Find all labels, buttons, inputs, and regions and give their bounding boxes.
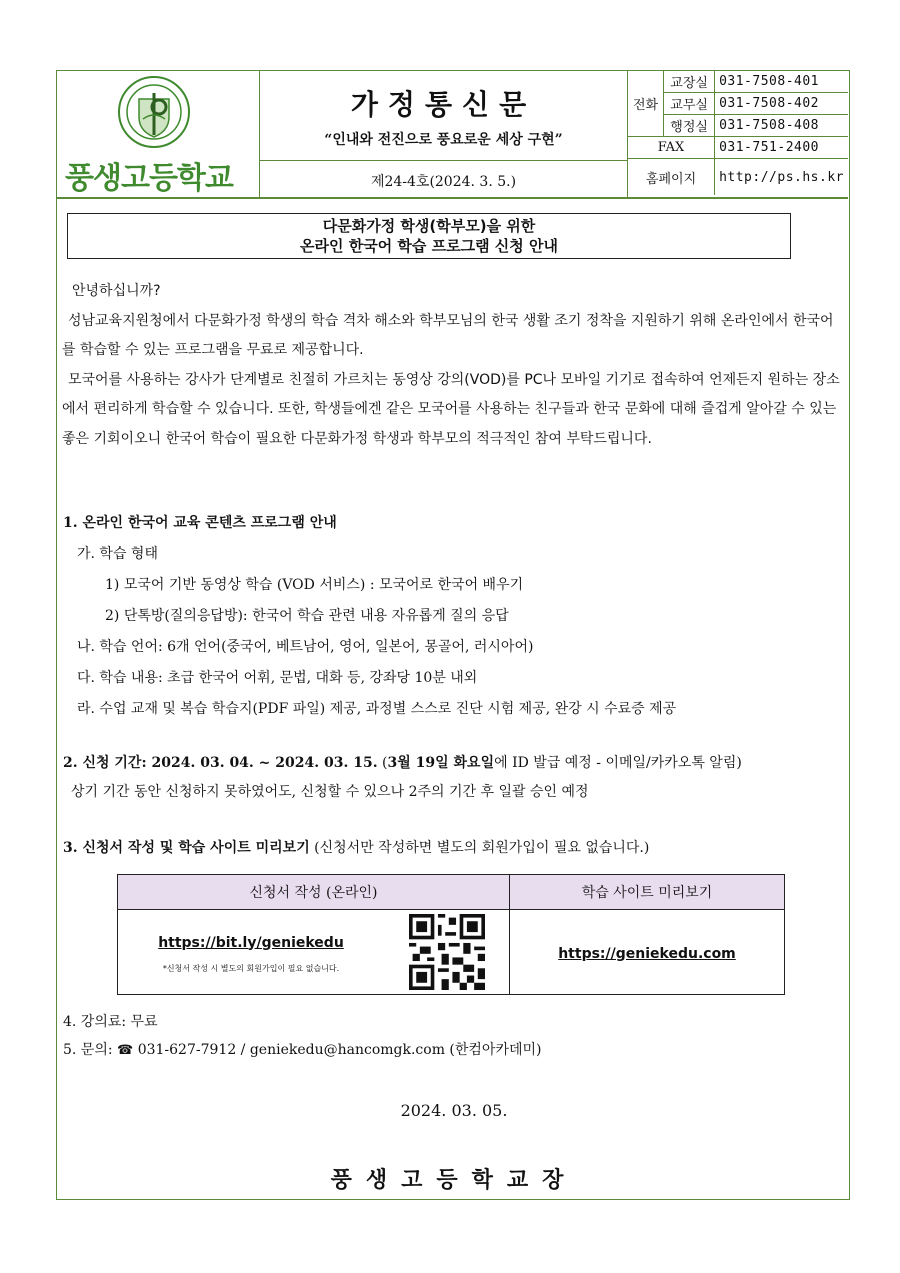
newsletter-title: 가정통신문 xyxy=(350,88,537,121)
issue-area xyxy=(260,161,628,199)
phone-icon: ☎ xyxy=(117,1043,134,1058)
school-motto: “인내와 전진으로 풍요로운 세상 구현” xyxy=(324,132,563,148)
contact-label: 교장실 xyxy=(664,71,715,93)
subject-box xyxy=(67,213,791,259)
school-name-logo: 풍생고등학교 xyxy=(65,161,233,196)
school-logo-area xyxy=(57,71,260,199)
principal-signature: 풍생고등학교장 xyxy=(330,1167,578,1193)
section-2-title xyxy=(63,752,742,772)
phone-label: 전화 xyxy=(628,71,664,137)
section-2-period: 2. 신청 기간: 2024. 03. 04. ~ 2024. 03. 15. xyxy=(63,755,378,771)
section-5-label: 5. 문의: xyxy=(63,1042,118,1058)
contact-label: 교무실 xyxy=(664,93,715,115)
section-2-note: 상기 기간 동안 신청하지 못하였어도, 신청할 수 있으나 2주의 기간 후 일괄 승인 예정 xyxy=(71,784,589,800)
contact-area xyxy=(628,71,848,199)
section-3-title xyxy=(63,837,649,857)
section-1-title: 1. 온라인 한국어 교육 콘텐츠 프로그램 안내 xyxy=(63,515,337,531)
intro-paragraph-1: 성남교육지원청에서 다문화가정 학생의 학습 격차 해소와 학부모님의 한국 생활 조기 정착을 지원하기 위해 온라인에서 한국어를 학습할 수 있는 프로그램을 무료로 제공합니다. xyxy=(62,312,834,358)
apply-note: *신청서 작성 시 별도의 회원가입이 필요 없습니다. xyxy=(162,963,340,973)
section-5-inquiry xyxy=(63,1039,542,1059)
contact-number: 031-7508-402 xyxy=(715,93,848,115)
homepage-label: 홈페이지 xyxy=(628,159,715,196)
contact-number: 031-7508-401 xyxy=(715,71,848,93)
fax-number: 031-751-2400 xyxy=(715,137,848,159)
homepage-url[interactable]: http://ps.hs.kr xyxy=(715,159,848,196)
subject-line-2: 온라인 한국어 학습 프로그램 신청 안내 xyxy=(300,237,558,255)
contact-number: 031-7508-408 xyxy=(715,115,848,137)
apply-link[interactable]: https://bit.ly/geniekedu xyxy=(158,934,344,951)
section-1-item-a2: 2) 단톡방(질의응답방): 한국어 학습 관련 내용 자유롭게 질의 응답 xyxy=(105,608,509,624)
preview-link[interactable]: https://geniekedu.com xyxy=(558,945,736,962)
section-1-item-d: 라. 수업 교재 및 복습 학습지(PDF 파일) 제공, 과정별 스스로 진단 시험 제공, 완강 시 수료증 제공 xyxy=(77,701,677,717)
qr-cell xyxy=(384,910,510,995)
section-2-tail: 에 ID 발급 예정 - 이메일/카카오톡 알림) xyxy=(494,755,742,771)
section-1-item-a1: 1) 모국어 기반 동영상 학습 (VOD 서비스) : 모국어로 한국어 배우기 xyxy=(105,577,524,593)
section-4-fee: 4. 강의료: 무료 xyxy=(63,1014,158,1030)
newsletter-page xyxy=(56,70,850,1200)
greeting: 안녕하십니까? xyxy=(72,283,161,299)
newsletter-header xyxy=(57,71,848,199)
school-emblem-icon xyxy=(117,75,191,149)
issue-number: 제24-4호(2024. 3. 5.) xyxy=(370,174,517,190)
section-1-item-c: 다. 학습 내용: 초급 한국어 어휘, 문법, 대화 등, 강좌당 10분 내외 xyxy=(77,670,478,686)
title-area xyxy=(260,71,628,161)
issue-date: 2024. 03. 05. xyxy=(400,1101,508,1120)
fax-label: FAX xyxy=(628,137,715,159)
subject-line-1: 다문화가정 학생(학부모)을 위한 xyxy=(322,217,536,235)
qr-code-icon[interactable] xyxy=(409,914,485,990)
application-table xyxy=(117,874,785,995)
apply-link-cell xyxy=(118,910,385,995)
section-1-item-b: 나. 학습 언어: 6개 언어(중국어, 베트남어, 영어, 일본어, 몽골어, 러시아어) xyxy=(77,639,534,655)
contact-label: 행정실 xyxy=(664,115,715,137)
preview-link-cell xyxy=(510,910,785,995)
section-3-note: (신청서만 작성하면 별도의 회원가입이 필요 없습니다.) xyxy=(309,840,650,856)
section-3-heading: 3. 신청서 작성 및 학습 사이트 미리보기 xyxy=(63,840,310,856)
contact-table xyxy=(628,71,848,195)
section-2-paren: ( xyxy=(377,755,388,771)
apply-column-header: 신청서 작성 (온라인) xyxy=(118,875,510,910)
intro-paragraph-2: 모국어를 사용하는 강사가 단계별로 친절히 가르치는 동영상 강의(VOD)를 PC나 모바일 기기로 접속하여 언제든지 원하는 장소에서 편리하게 학습할 수 있습니다. 또한, 학생들에겐 같은 모국어를 사용하는 친구들과 한국 문화에 대해 즐겁게 알아갈 수 있는 좋은 기회이오니 한국어 학습이 필요한 다문화가정 학생과 학부모의 적극적인 참여 부탁드립니다. xyxy=(62,371,840,447)
preview-column-header: 학습 사이트 미리보기 xyxy=(510,875,785,910)
section-1-item-a: 가. 학습 형태 xyxy=(77,546,158,562)
section-5-contact: 031-627-7912 / geniekedu@hancomgk.com (한컴아카데미) xyxy=(137,1042,542,1058)
section-2-id-date: 3월 19일 화요일 xyxy=(387,755,495,771)
intro-text xyxy=(62,277,842,454)
